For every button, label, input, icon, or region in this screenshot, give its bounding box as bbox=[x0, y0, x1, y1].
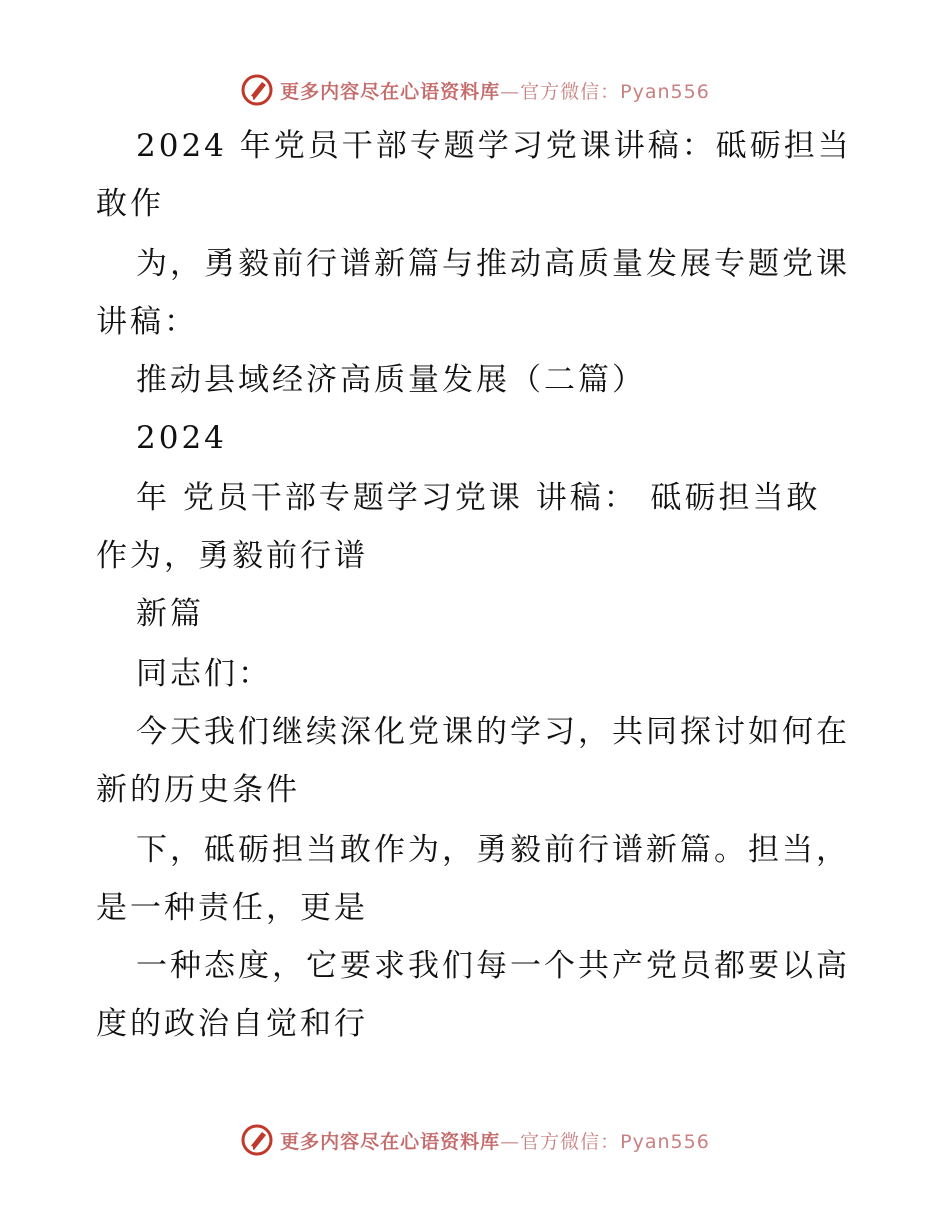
body-line: 同志们： bbox=[136, 656, 272, 692]
body-line: 推动县域经济高质量发展（二篇） bbox=[136, 362, 646, 398]
body-line: 2024 bbox=[136, 420, 227, 456]
body-line: 新篇 bbox=[136, 596, 204, 632]
body-line: 一种态度，它要求我们每一个共产党员都要以高 bbox=[136, 948, 850, 984]
body-line: 敢作 bbox=[96, 186, 164, 222]
body-line: 年 党员干部专题学习党课 讲稿： 砥砺担当敢 bbox=[136, 480, 821, 516]
body-line: 2024 年党员干部专题学习党课讲稿：砥砺担当 bbox=[136, 128, 852, 164]
pen-seal-icon bbox=[240, 1123, 274, 1157]
watermark-text: 更多内容尽在心语资料库—官方微信：Pyan556 bbox=[280, 80, 710, 103]
body-line: 讲稿： bbox=[96, 304, 198, 340]
body-line: 作为，勇毅前行谱 bbox=[96, 538, 368, 574]
body-line: 下，砥砺担当敢作为，勇毅前行谱新篇。担当， bbox=[136, 832, 850, 868]
body-line: 今天我们继续深化党课的学习，共同探讨如何在 bbox=[136, 714, 850, 750]
body-line: 为，勇毅前行谱新篇与推动高质量发展专题党课 bbox=[136, 246, 850, 282]
watermark-text: 更多内容尽在心语资料库—官方微信：Pyan556 bbox=[280, 1130, 710, 1153]
body-line: 度的政治自觉和行 bbox=[96, 1006, 368, 1042]
footer-watermark bbox=[0, 1120, 950, 1160]
body-line: 新的历史条件 bbox=[96, 772, 300, 808]
body-line: 是一种责任，更是 bbox=[96, 890, 368, 926]
